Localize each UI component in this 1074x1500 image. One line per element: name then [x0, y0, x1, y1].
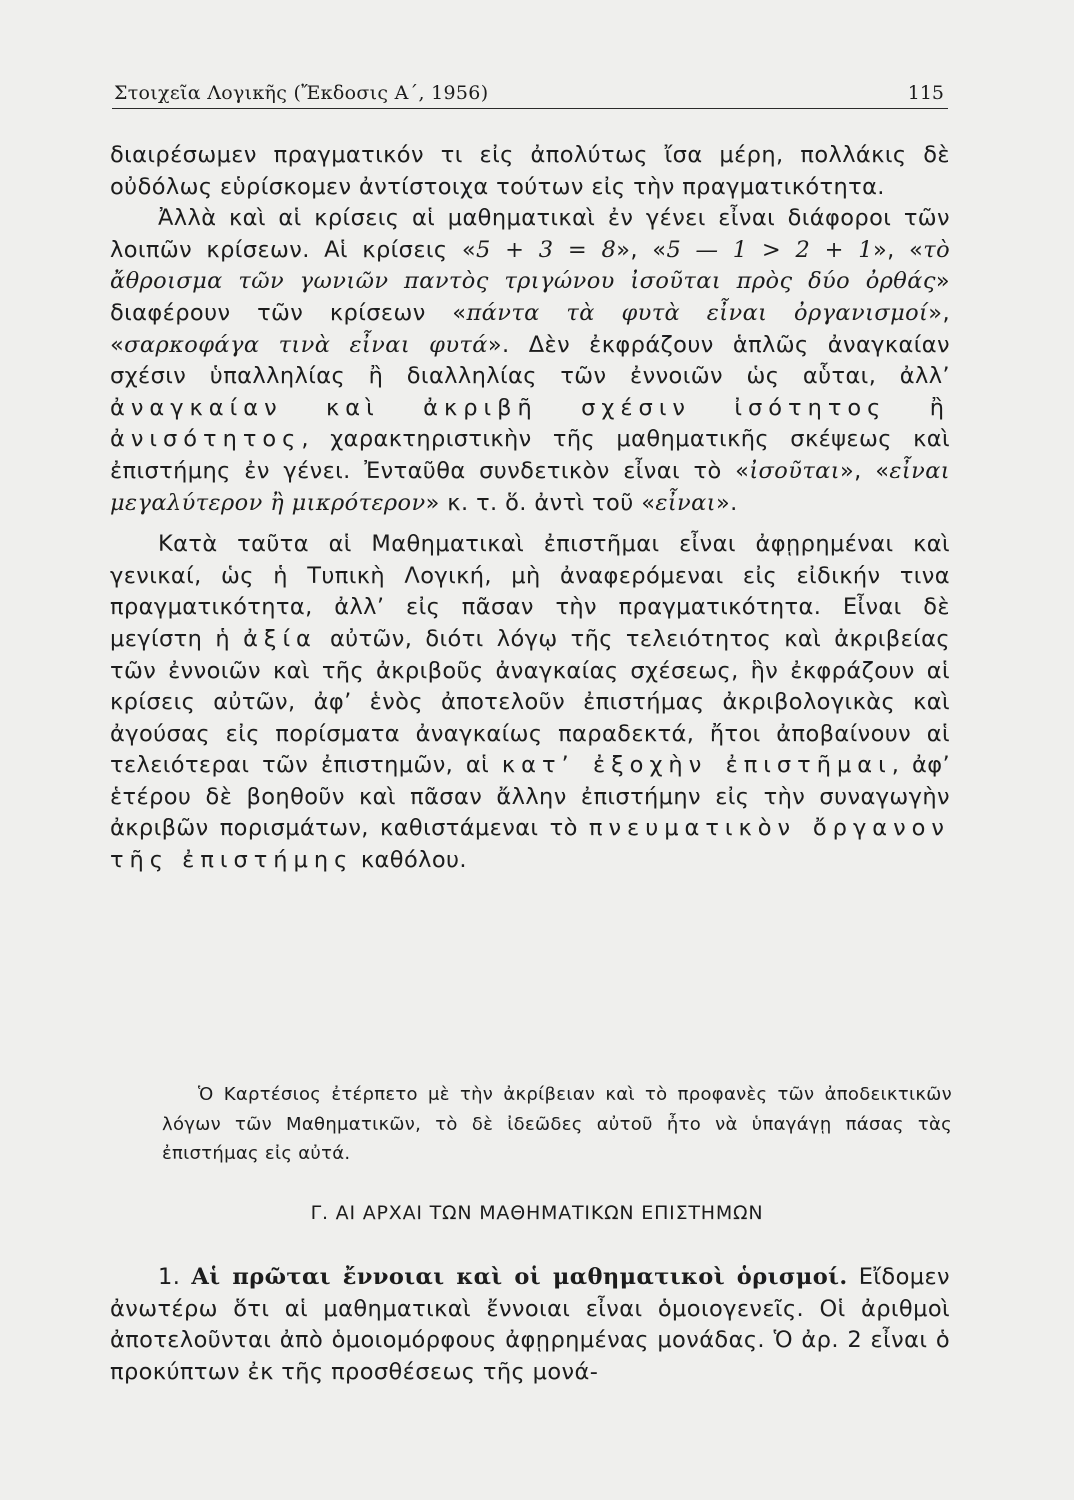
p3-text-b: αὐτῶν, διότι λόγῳ τῆς τελειότητος καὶ ἀκριβείας τῶν ἐννοιῶν καὶ τῆς ἀκριβοῦς ἀναγκαίας σχέσεως, ἣν ἐκφράζουν αἱ κρίσεις αὐτῶν, ἀφ’ ἑνὸς ἀποτελοῦν ἐπιστήμας ἀκριβολογικὰς καὶ ἀγούσας εἰς πορίσματα ἀναγκαίως παραδεκτά, ἤτοι ἀποβαίνουν αἱ τελειότεραι τῶν ἐπιστημῶν, αἱ: [110, 625, 950, 779]
p2-example-7: εἶναι μεγαλύτερον ἢ μικρότερον: [110, 457, 951, 516]
running-header: [112, 78, 948, 109]
p2-example-1: 5 + 3 = 8: [476, 236, 617, 263]
paragraph-2: [110, 203, 950, 519]
p3-text-c: , ἀφ’ ἑτέρου δὲ βοηθοῦν καὶ πᾶσαν ἄλλην ἐπιστήμην εἰς τὴν συναγωγὴν ἀκριβῶν πορισμάτων, καθιστάμεναι τὸ: [110, 752, 950, 842]
p2-text-g: , χαρακτηριστικὴν τῆς μαθηματικῆς σκέψεως καὶ ἐπιστήμης ἐν γένει. Ἐνταῦθα συνδετικὸν εἶναι τὸ «: [110, 426, 950, 484]
p3-text-d: καθόλου.: [353, 847, 467, 874]
paragraph-1-text: διαιρέσωμεν πραγματικόν τι εἰς ἀπολύτως ἴσα μέρη, πολλάκις δὲ οὐδόλως εὑρίσκομεν ἀντίστοιχα τούτων εἰς τὴν πραγματικότητα.: [110, 142, 950, 200]
p2-text-j: ».: [715, 489, 738, 516]
final-bold-heading: Αἱ πρῶται ἔννοιαι καὶ οἱ μαθηματικοὶ ὁρισμοί.: [191, 1264, 848, 1290]
p2-text-d: » διαφέρουν τῶν κρίσεων «: [110, 268, 950, 326]
p2-example-2: 5 — 1 > 2 + 1: [666, 236, 873, 263]
final-paragraph-block: [110, 1262, 950, 1388]
p2-text-b: », «: [616, 236, 667, 263]
p2-example-6: ἰσοῦται: [749, 457, 840, 484]
final-text: Εἴδομεν ἀνωτέρω ὅτι αἱ μαθηματικαὶ ἔννοιαι εἶναι ὁμοιογενεῖς. Οἱ ἀριθμοὶ ἀποτελοῦνται ἀπὸ ὁμοιομόρφους ἀφῃρημένας μονάδας. Ὁ ἀρ. 2 εἶναι ὁ προκύπτων ἐκ τῆς προσθέσεως τῆς μονά-: [110, 1264, 950, 1385]
paragraph-1: [110, 140, 950, 203]
p2-spaced-phrase: ἀναγκαίαν καὶ ἀκριβῆ σχέσιν ἰσότητος ἢ ἀνισότητος: [110, 394, 950, 453]
main-text: [110, 140, 950, 877]
p2-text-c: », «: [872, 236, 924, 263]
p2-example-4: πάντα τὰ φυτὰ εἶναι ὀργανισμοί: [466, 299, 929, 326]
p2-text-a: Ἀλλὰ καὶ αἱ κρίσεις αἱ μαθηματικαὶ ἐν γένει εἶναι διάφοροι τῶν λοιπῶν κρίσεων. Αἱ κρίσεις «: [110, 205, 950, 263]
p2-text-f: ». Δὲν ἐκφράζουν ἁπλῶς ἀναγκαίαν σχέσιν ὑπαλληλίας ἢ διαλληλίας τῶν ἐννοιῶν ὡς αὗται, ἀλλ’: [110, 331, 951, 390]
footnote-text: Ὁ Καρτέσιος ἐτέρπετο μὲ τὴν ἀκρίβειαν καὶ τὸ προφανὲς τῶν ἀποδεικτικῶν λόγων τῶν Μαθηματικῶν, τὸ δὲ ἰδεῶδες αὐτοῦ ἦτο νὰ ὑπαγάγῃ πάσας τὰς ἐπιστήμας εἰς αὐτά.: [162, 1084, 952, 1165]
header-title: Στοιχεῖα Λογικῆς (Ἔκδοσις Α΄, 1956): [114, 82, 489, 104]
final-paragraph: [110, 1262, 950, 1388]
p2-example-5: σαρκοφάγα τινὰ εἶναι φυτά: [124, 331, 488, 358]
page-number: 115: [907, 82, 944, 104]
section-heading: Γ. ΑΙ ΑΡΧΑΙ ΤΩΝ ΜΑΘΗΜΑΤΙΚΩΝ ΕΠΙΣΤΗΜΩΝ: [310, 1202, 764, 1224]
p2-example-8: εἶναι: [655, 489, 716, 516]
p3-text-a: Κατὰ ταῦτα αἱ Μαθηματικαὶ ἐπιστῆμαι εἶναι ἀφῃρημέναι καὶ γενικαί, ὡς ἡ Τυπικὴ Λογική, μὴ ἀναφερόμεναι εἰς εἰδικήν τινα πραγματικότητα, ἀλλ’ εἰς πᾶσαν τὴν πραγματικότητα. Εἶναι δὲ μεγίστη ἡ: [110, 531, 950, 652]
footnote-block: [162, 1080, 952, 1169]
p3-spaced-3: πνευματικὸν ὄργανον τῆς ἐπιστήμης: [110, 815, 950, 874]
p3-spaced-2: κατ’ ἐξοχὴν ἐπιστῆμαι: [501, 752, 892, 779]
p2-text-e: », «: [110, 299, 950, 358]
p3-spaced-1: ἀξία: [243, 625, 317, 652]
p2-example-3: τὸ ἄθροισμα τῶν γωνιῶν παντὸς τριγώνου ἰσοῦται πρὸς δύο ὀρθάς: [110, 236, 951, 295]
final-number: 1.: [158, 1264, 181, 1290]
paragraph-3: [110, 529, 950, 877]
p2-text-i: » κ. τ. ὅ. ἀντὶ τοῦ «: [425, 489, 656, 516]
p2-text-h: », «: [840, 457, 890, 484]
